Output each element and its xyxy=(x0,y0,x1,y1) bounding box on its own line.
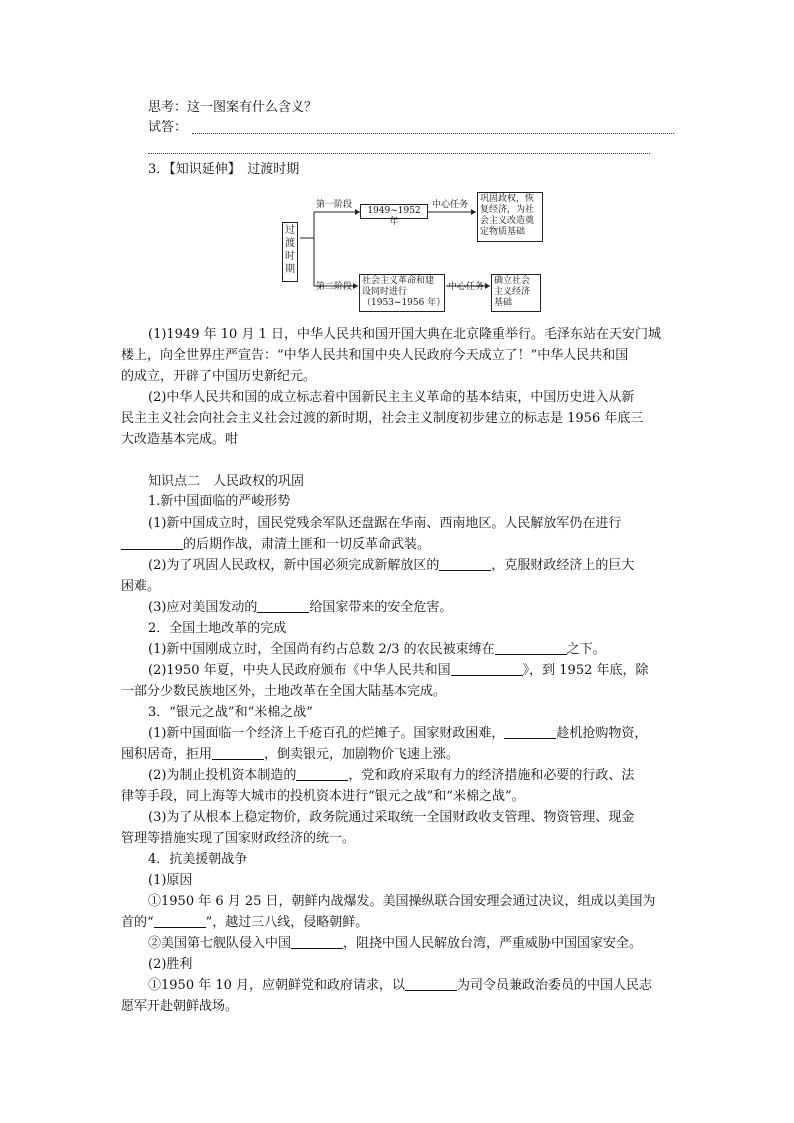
answer-blank[interactable] xyxy=(212,745,264,760)
s1-line: 的后期作战，肃清土匪和一切反革命武装。 xyxy=(121,535,430,555)
s1-title: 1.新中国面临的严峻形势 xyxy=(148,494,291,509)
s1-line: (2)为了巩固人民政权，新中国必须完成新解放区的 ，克服财政经济上的巨大 xyxy=(148,558,635,573)
answer-blank[interactable] xyxy=(291,934,343,949)
para1-line: 的成立，开辟了中国历史新纪元。 xyxy=(121,369,317,384)
s4-line: ②美国第七舰队侵入中国 ，阻挠中国人民解放台湾，严重威胁中国国家安全。 xyxy=(148,936,643,951)
answer-blank[interactable] xyxy=(504,724,556,739)
answer-line-1[interactable] xyxy=(192,133,674,134)
para1-line: (1)1949 年 10 月 1 日，中华人民共和国开国大典在北京隆重举行。毛泽东站在天安门城 xyxy=(148,327,661,342)
s4-line: 愿军开赴朝鲜战场。 xyxy=(121,999,239,1014)
s1-line: (3)应对美国发动的 给国家带来的安全危害。 xyxy=(148,600,453,615)
s3-line: (1)新中国面临一个经济上千疮百孔的烂摊子。国家财政困难， 趁机抢购物资， xyxy=(148,726,648,741)
section3-title: 3．【知识延伸】 过渡时期 xyxy=(148,162,300,177)
s1-line: (1)新中国成立时，国民党残余军队还盘踞在华南、西南地区。人民解放军仍在进行 xyxy=(148,516,622,531)
s3-line: (3)为了从根本上稳定物价，政务院通过采取统一全国财政收支管理、物资管理、现金 xyxy=(148,810,635,825)
s4-sub: (1)原因 xyxy=(148,873,193,888)
stage2-label: 第二阶段 xyxy=(316,282,353,292)
s2-line: (1)新中国刚成立时，全国尚有约占总数 2/3 的农民被束缚在 之下。 xyxy=(148,642,606,657)
root-box: 过渡时期 xyxy=(282,222,298,282)
s1-line: 困难。 xyxy=(121,579,161,594)
s4-line: ①1950 年 6 月 25 日，朝鲜内战爆发。美国操纵联合国安理会通过决议，组成以美国为 xyxy=(148,894,656,909)
answer-blank[interactable] xyxy=(257,598,309,613)
stage2-task: 确立社会主义经济基础 xyxy=(491,274,541,312)
s4-line: ①1950 年 10 月，应朝鲜党和政府请求，以 为司令员兼政治委员的中国人民志 xyxy=(148,978,653,993)
transition-period-diagram xyxy=(280,190,550,308)
answer-blank[interactable] xyxy=(439,556,491,571)
para2-line: 民主主义社会向社会主义社会过渡的新时期，社会主义制度初步建立的标志是 1956 年底三 xyxy=(121,411,644,426)
s4-title: 4．抗美援朝战争 xyxy=(148,852,248,867)
para2-line: 大改造基本完成。咁 xyxy=(121,432,239,447)
answer-line-2[interactable] xyxy=(148,153,650,154)
s3-line: (2)为制止投机资本制造的 ，党和政府采取有力的经济措施和必要的行政、法 xyxy=(148,768,635,783)
stage1-task: 巩固政权，恢复经济，为社会主义改造奠定物质基础 xyxy=(477,192,543,242)
s4-sub: (2)胜利 xyxy=(148,957,193,972)
stage1-period: 1949~1952 年 xyxy=(360,204,428,219)
answer-label: 试答： xyxy=(148,120,188,135)
s2-line: (2)1950 年夏，中央人民政府颁布《中华人民共和国 》，到 1952 年底，除 xyxy=(148,663,649,678)
think-question: 思考：这一图案有什么含义？ xyxy=(148,100,318,115)
answer-blank[interactable] xyxy=(296,766,348,781)
para1-line: 楼上，向全世界庄严宣告：“中华人民共和国中央人民政府今天成立了！”中华人民共和国 xyxy=(121,348,629,363)
answer-blank[interactable] xyxy=(451,661,523,676)
answer-blank[interactable] xyxy=(121,535,183,550)
answer-blank[interactable] xyxy=(495,640,567,655)
s2-line: 一部分少数民族地区外，土地改革在全国大陆基本完成。 xyxy=(121,684,447,699)
s3-title: 3．“银元之战”和“米棉之战” xyxy=(148,705,313,720)
answer-blank[interactable] xyxy=(405,976,457,991)
stage1-task-label: 中心任务 xyxy=(432,200,469,210)
para2-line: (2)中华人民共和国的成立标志着中国新民主主义革命的基本结束，中国历史进入从新 xyxy=(148,390,635,405)
kp2-title: 知识点二 人民政权的巩固 xyxy=(148,474,305,489)
s4-line: 首的“ ”，越过三八线，侵略朝鲜。 xyxy=(121,915,369,930)
stage2-task-label: 中心任务 xyxy=(448,282,485,292)
stage2-period: 社会主义革命和建设同时进行（1953~1956 年） xyxy=(359,274,445,312)
s3-line: 律等手段，同上海等大城市的投机资本进行“银元之战”和“米棉之战”。 xyxy=(121,789,525,804)
stage1-label: 第一阶段 xyxy=(316,200,353,210)
s3-line: 管理等措施实现了国家财政经济的统一。 xyxy=(121,831,356,846)
answer-blank[interactable] xyxy=(154,913,206,928)
s3-line: 囤积居奇，拒用 ，倒卖银元，加剧物价飞速上涨。 xyxy=(121,747,460,762)
s2-title: 2．全国土地改革的完成 xyxy=(148,621,287,636)
